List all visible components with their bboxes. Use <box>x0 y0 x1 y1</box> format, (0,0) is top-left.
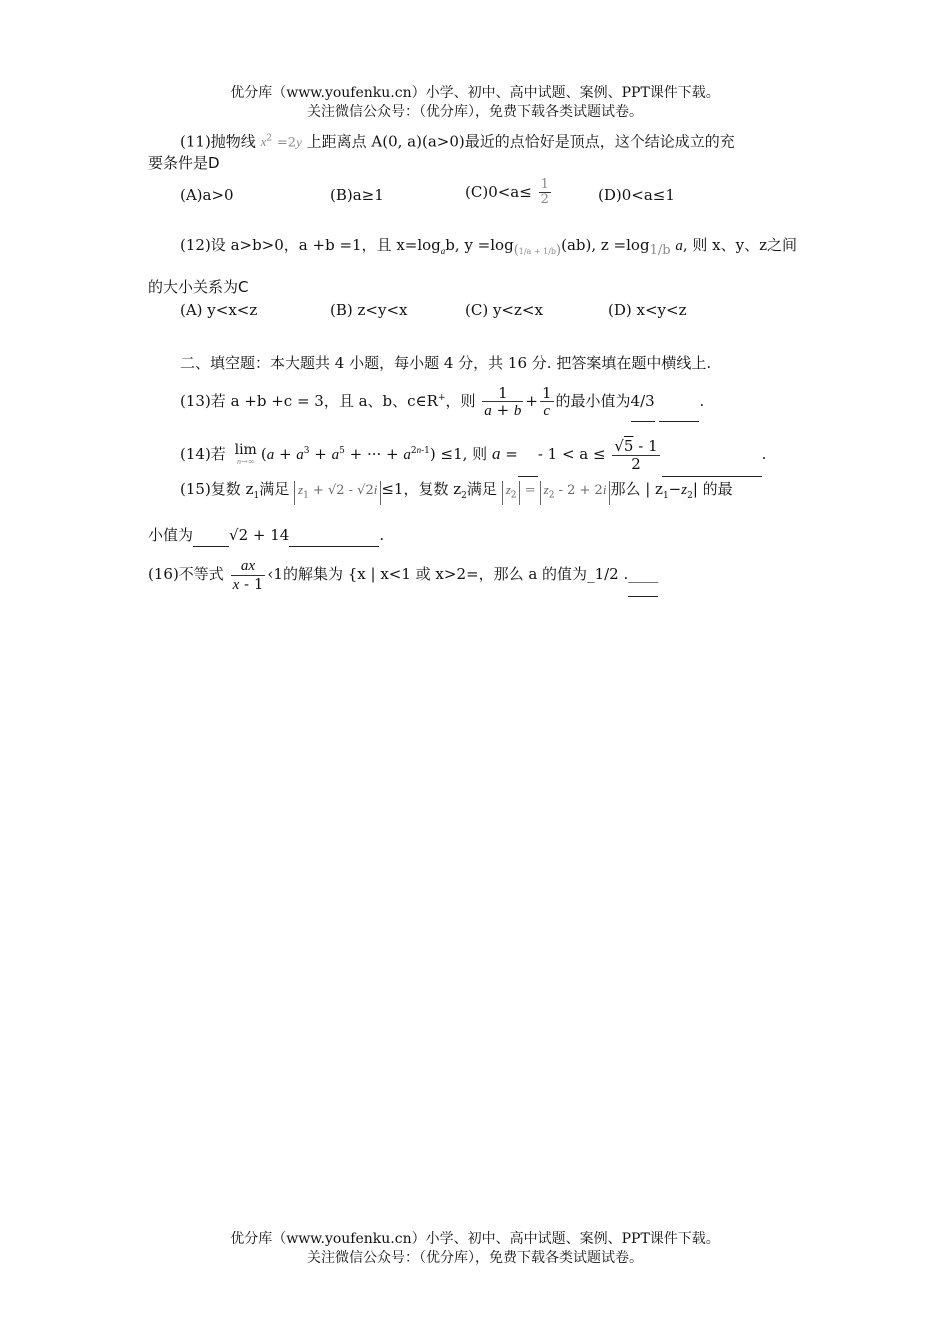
q12-option-d: (D) x<y<z <box>608 301 687 319</box>
section-2-title: 二、填空题：本大题共 4 小题，每小题 4 分，共 16 分. 把答案填在题中横线上. <box>180 354 712 372</box>
q15-blank-b <box>289 524 379 547</box>
header-line-2: 关注微信公众号：（优分库），免费下载各类试题试卷。 <box>307 104 643 120</box>
q11-eq: =2 <box>276 135 297 151</box>
q15-text-a: 复数 z <box>210 480 254 498</box>
q15-abs-z1: $z_1 + √2 - √2i$ <box>294 481 381 505</box>
question-13: (13)若 a +b +c = 3，且 a、b、c∈R+，则 $\frac{1}{a + b}$ + $\frac{1}{c}$ 的最小值为4/3 . <box>148 378 850 422</box>
page-footer <box>0 1230 950 1268</box>
q11-option-c: (C)0<a≤ $\frac{1}{2}$ <box>465 177 549 208</box>
q16-blank: ____ <box>628 552 658 597</box>
q11-var-x: $x^2$ <box>260 134 273 150</box>
q11-option-b: (B)a≥1 <box>330 186 384 204</box>
q15-text-b: 满足 <box>259 480 290 498</box>
q15-blank-a <box>193 524 229 547</box>
q15-answer-tail: 4 <box>279 526 290 544</box>
q11-line-2-text: 要条件是 <box>148 154 209 172</box>
q12-ab: (ab), z =log <box>561 236 650 254</box>
q16-answer: _1/2 . <box>587 565 629 583</box>
page-header <box>0 84 950 122</box>
q15-number: (15) <box>180 480 211 498</box>
q16-fraction-ax-over-x-minus-1: $\frac{ax}{x - 1}$ <box>232 558 264 593</box>
q16-text-b: ‹1的解集为 {x | x<1 或 x>2=，那么 a 的值为 <box>267 565 588 583</box>
q15-abs-z2-minus: $z_2 - 2 + 2i$ <box>540 481 611 505</box>
q14-blank <box>518 432 538 477</box>
q13-text-a: 若 a +b +c = 3，且 a、b、c∈R <box>210 392 438 410</box>
q11-answer: D <box>208 154 220 172</box>
question-14: (14)若 lim n→∞ ($a + a^3 + a^5$ + ··· + $a^{2n-1}) \le 1$, 则 a = - 1 < a ≤ $\frac{√5 - 1}{2}$ . <box>148 428 850 477</box>
q15-text-e: 那么 | z <box>610 480 663 498</box>
q15-text-f: | 的最 <box>692 480 733 498</box>
question-11-line-1: (11)抛物线 $x^2 =2y$ 上距离点 A(0, a)(a>0)最近的点恰好是顶点，这个结论成立的充 <box>180 132 735 151</box>
q14-number: (14) <box>180 445 211 463</box>
q11-text-b: 上距离点 <box>306 132 367 151</box>
footer-line-2: 关注微信公众号：（优分库），免费下载各类试题试卷。 <box>307 1250 643 1266</box>
q14-answer-blank <box>662 432 762 477</box>
q13-blank <box>659 381 699 422</box>
question-12-line-2 <box>148 276 818 298</box>
q12-text-c: , 则 x、y、z之间 <box>682 236 797 254</box>
q11-text-c: 最近的点恰好是顶点，这个结论成立的充 <box>464 132 735 151</box>
q13-text-c: 的最小值为 <box>555 392 631 410</box>
q11-options <box>180 177 820 208</box>
question-16 <box>148 552 818 597</box>
q13-number: (13) <box>180 392 211 410</box>
q14-text-b: ) ≤1, 则 <box>429 445 488 463</box>
q11-number: (11) <box>180 132 211 151</box>
q12-answer: C <box>238 278 249 296</box>
question-15-line-1: (15)复数 $z_1$满足 $z_1 + √2 - √2i \le 1$，复数 $z_2$满足 $z_2 = z_2 - 2 + 2i$ 那么 | $z_1-z_2|$ 的最 <box>148 476 850 509</box>
question-15-line-2: 小值为 √2 + 14 . <box>148 524 818 547</box>
q15-sqrt2-plus-1: √2 + 1 <box>229 526 280 544</box>
q12-option-a: (A) y<x<z <box>180 301 258 319</box>
q15-abs-z2: $z_2$ <box>502 481 521 505</box>
q11-point: A(0, a)(a>0) <box>371 132 465 151</box>
q14-text-a: 若 <box>210 445 226 463</box>
q12-option-c: (C) y<z<x <box>465 301 543 319</box>
q11-fraction-one-half: $\frac{1}{2}$ <box>540 177 549 208</box>
q12-line-2-text: 的大小关系为 <box>148 278 239 296</box>
q14-limit: lim n→∞ <box>234 441 257 467</box>
question-11-line-2 <box>148 152 818 174</box>
q11-option-d: (D)0<a≤1 <box>598 186 675 204</box>
q16-text-a: 不等式 <box>178 565 224 583</box>
q11-option-a: (A)a>0 <box>180 186 234 204</box>
q15-text-c: ≤1，复数 z <box>381 480 462 498</box>
q12-text-a: 设 a>b>0，a +b =1，且 x=log <box>210 236 441 254</box>
q13-fraction-1-over-a-plus-b: $\frac{1}{a + b}$ <box>484 383 522 419</box>
q12-y-log: y =log <box>464 236 514 254</box>
q13-answer: 4/3 <box>631 381 655 422</box>
q15-line-2-text: 小值为 <box>148 526 194 544</box>
q13-fraction-1-over-c: $\frac{1}{c}$ <box>541 383 552 419</box>
q16-number: (16) <box>148 565 179 583</box>
header-line-1: 优分库（www.youfenku.cn）小学、初中、高中试题、案例、PPT课件下载。 <box>230 85 720 101</box>
question-12-line-1: (12)设 a>b>0，a +b =1，且 $x=\log_ab$, $y =\log_{(1/a + 1/b)}(ab)$, $z =\log_{1/b}$ a, 则 x、y、z之间 <box>180 236 797 258</box>
q14-fraction-sqrt5-minus-1-over-2: $\frac{√5 - 1}{2}$ <box>614 437 658 473</box>
q12-option-b: (B) z<y<x <box>330 301 408 319</box>
q15-text-d: 满足 <box>466 480 497 498</box>
q14-answer: - 1 < a ≤ <box>537 445 606 463</box>
footer-line-1: 优分库（www.youfenku.cn）小学、初中、高中试题、案例、PPT课件下载。 <box>230 1231 720 1247</box>
q13-text-b: ，则 <box>445 392 476 410</box>
q12-options <box>180 301 820 323</box>
q12-number: (12) <box>180 236 211 254</box>
q11-text-a: 抛物线 <box>210 132 256 151</box>
